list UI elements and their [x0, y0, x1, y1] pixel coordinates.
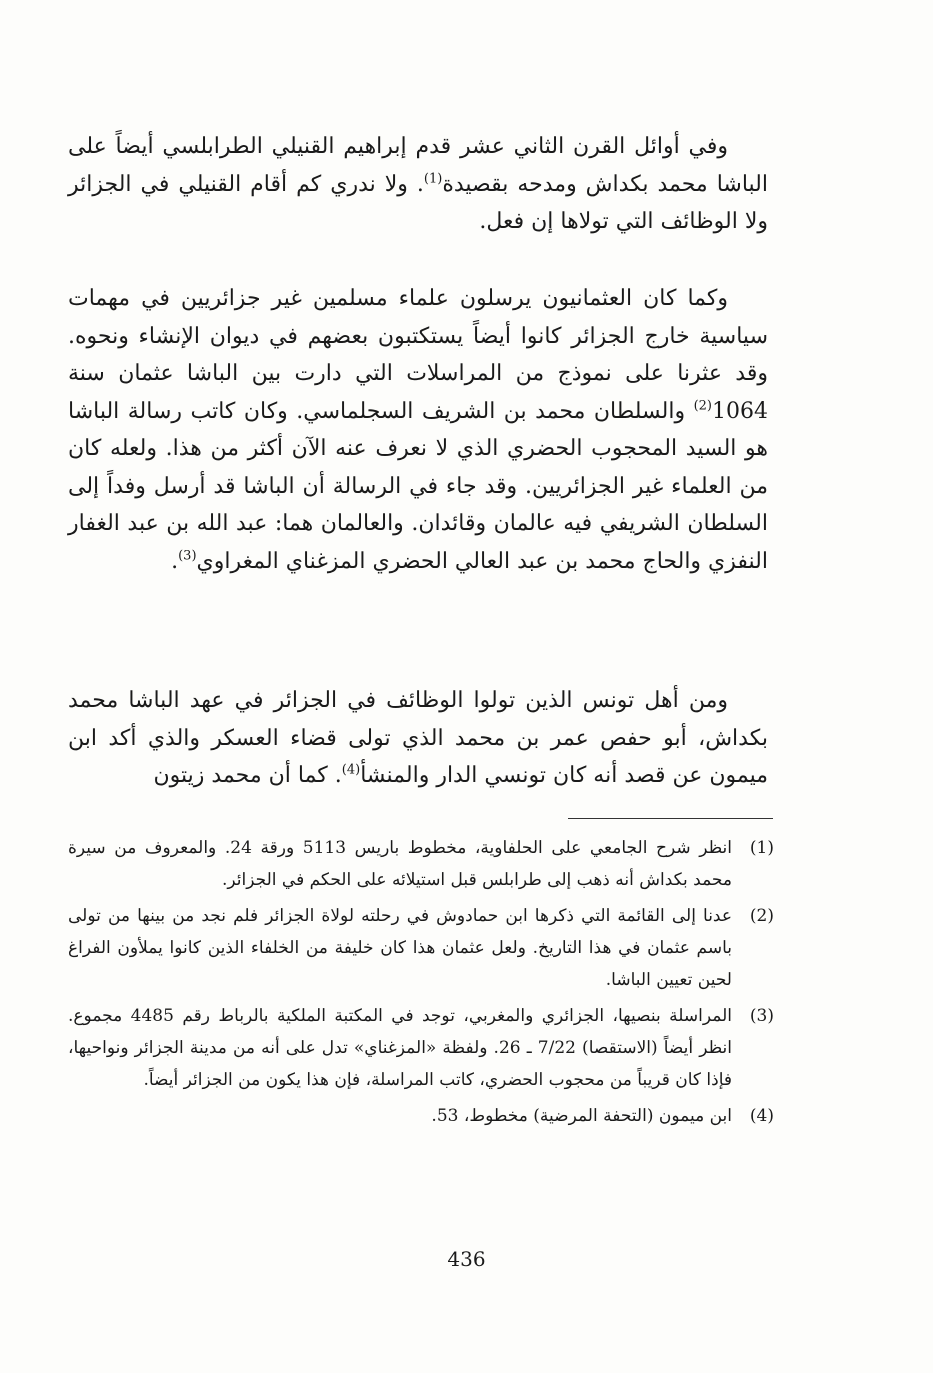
paragraph-2-part-2: والسلطان محمد بن الشريف السجلماسي. وكان كاتب رسالة الباشا هو السيد المحجوب الحضري الذي لا نعرف عنه الآن أكثر من هذا. ولعله كان من العلماء غير الجزائريين. وقد جاء في الرسالة أن الباشا قد أرسل وفداً إلى السلطان الشريفي فيه عالمان وقائدان. والعالمان هما: عبد الله بن عبد الغفار النفزي والحاج محمد بن عبد العالي الحضري المزغناي المغراوي: [68, 398, 768, 574]
footnote-ref-3[interactable]: (3): [178, 548, 197, 564]
paragraph-2: [68, 280, 768, 580]
paragraph-3-part-2: . كما أن محمد زيتون: [153, 763, 342, 788]
paragraph-1-part-2: . ولا ندري كم أقام القنيلي في الجزائر ولا الوظائف التي تولاها إن فعل.: [68, 171, 768, 234]
footnote-number: (1): [749, 838, 774, 858]
paragraph-1-text: [68, 128, 768, 241]
footnote-3: [68, 1000, 774, 1096]
paragraph-1: [68, 128, 768, 241]
footnote-ref-2[interactable]: (2): [693, 398, 712, 414]
paragraph-3-part-1: ومن أهل تونس الذين تولوا الوظائف في الجزائر في عهد الباشا محمد بكداش، أبو حفص عمر بن محمد الذي تولى قضاء العسكر والذي أكد ابن ميمون عن قصد أنه كان تونسي الدار والمنشأ: [68, 688, 768, 788]
footnotes: [68, 832, 774, 1136]
footnote-1: [68, 832, 774, 896]
paragraph-1-part-1: وفي أوائل القرن الثاني عشر قدم إبراهيم القنيلي الطرابلسي أيضاً على الباشا محمد بكداش ومدحه بقصيدة: [68, 134, 768, 197]
paragraph-3-text: [68, 682, 768, 795]
footnote-text: انظر شرح الجامعي على الحلفاوية، مخطوط باريس 5113 ورقة 24. والمعروف من سيرة محمد بكداش أنه ذهب إلى طرابلس قبل استيلائه على الحكم في الجزائر.: [68, 838, 733, 890]
paragraph-2-part-1: وكما كان العثمانيون يرسلون علماء مسلمين غير جزائريين في مهمات سياسية خارج الجزائر كانوا أيضاً يستكتبون بعضهم في ديوان الإنشاء ونحوه. وقد عثرنا على نموذج من المراسلات التي دارت بين الباشا عثمان سنة 1064: [68, 286, 768, 424]
footnote-number: (4): [749, 1106, 774, 1126]
footnote-ref-4[interactable]: (4): [341, 762, 361, 778]
footnote-number: (3): [749, 1006, 774, 1026]
footnote-text: عدنا إلى القائمة التي ذكرها ابن حمادوش في رحلته لولاة الجزائر فلم نجد من بينها من تولى باسم عثمان في هذا التاريخ. ولعل عثمان هذا كان خليفة من الخلفاء الذين كانوا يملأون الفراغ لحين تعيين الباشا.: [68, 906, 732, 990]
footnote-ref-1[interactable]: (1): [423, 171, 443, 187]
footnote-number: (2): [749, 906, 774, 926]
footnote-2: [68, 900, 774, 996]
paragraph-2-part-3: .: [171, 548, 179, 574]
paragraph-3: [68, 682, 768, 795]
paragraph-2-text: [68, 280, 768, 580]
page-number: 436: [447, 1247, 486, 1271]
footnote-text: المراسلة بنصيها، الجزائري والمغربي، توجد في المكتبة الملكية بالرباط رقم 4485 مجموع. انظر أيضاً (الاستقصا) 7/22 ـ 26. ولفظة «المزغناي» تدل على أنه من مدينة الجزائر ونواحيها، فإذا كان قريباً من محجوب الحضري، كاتب المراسلة، فإن هذا يكون من الجزائر أيضاً.: [68, 1006, 732, 1090]
footnote-4: [68, 1100, 774, 1132]
footnote-divider: [568, 818, 773, 819]
footnote-text: ابن ميمون (التحفة المرضية) مخطوط، 53.: [431, 1106, 732, 1126]
